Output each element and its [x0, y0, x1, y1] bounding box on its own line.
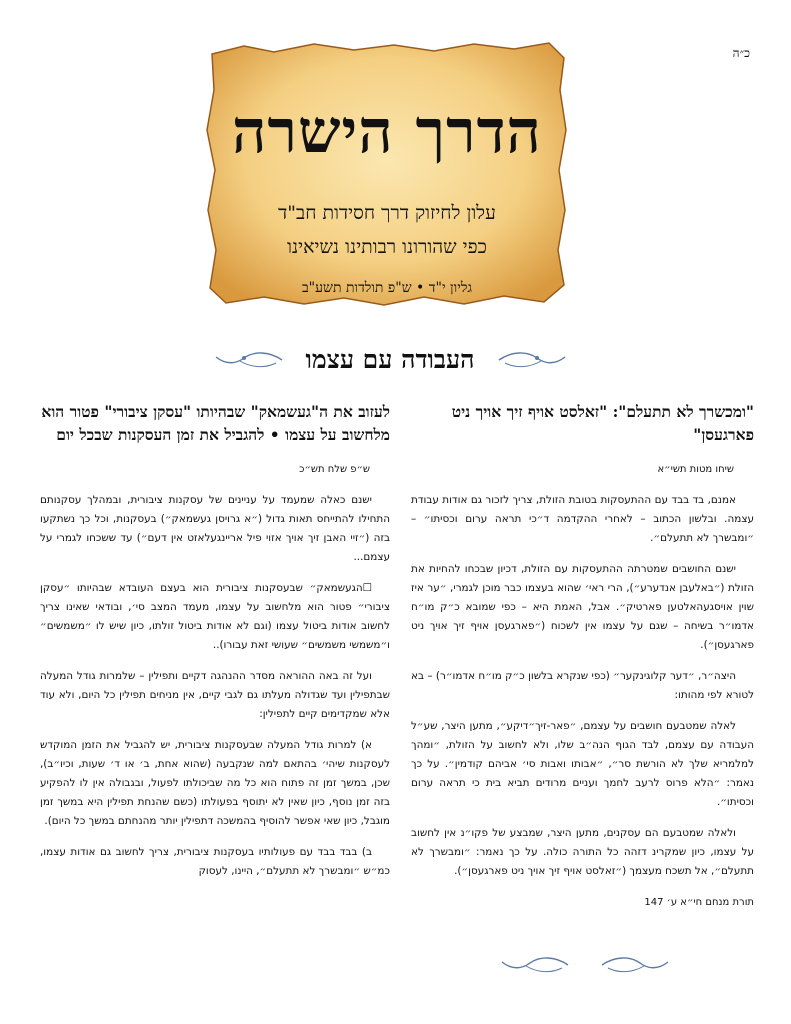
flourish-ornament-right-icon	[497, 349, 567, 371]
section-title: העבודה עם עצמו	[305, 345, 475, 374]
paragraph: לאלה שמטבעם חושבים על עצמם, ״פאר-זיך״דיקע״, מתען היצר, שע״ל העבודה עם עצמם, לבד הגוף הנה״ב שלו, ולא לחשוב על הזולת, ״ומהך למלמריא שלך לא הורשת סר״, ״אבותו ואבות סי׳ אביהם קודמין״. על כך נאמר: ״הלא פרוס לרעב לחמך ועניים מרודים תביא בית כי תראה ערום וכסיתו״.	[411, 720, 754, 808]
paragraph: א) למרות גודל המעלה שבעסקנות ציבורית, יש להגביל את הזמן המוקדש לעסקנות שיהי׳ בהתאם למה שנקבעה (שהוא אחת, ב׳ או ד׳ שעות, וכיו״ב), שכן, במשך זמן זה פתוח הוא כל מה שביכולתו לפעול, ובגבולה אין לו להפקיע בזה זמן נוסף, כיון שאין לא יתוסף בפעולתו (כשם שהנחת תפילין היא במשך זמן מוגבל, כיון שאי אפשר להוסיף בהמשכה דתפילין יותר מהנחתם במשך כל היום).	[40, 739, 390, 827]
article-citation: תורת מנחם חי״א ע׳ 147	[644, 897, 754, 908]
masthead-title: הדרך הישרה	[232, 97, 542, 167]
paragraph: היצה״ר, ״דער קלוגינקער״ (כפי שנקרא בלשון כ״ק מו״ח אדמו״ר) – בא לטורא לפי מהותו:	[411, 670, 754, 701]
paragraph: ב) בבד בבד עם פעולותיו בעסקנות ציבורית, צריך לחשוב גם אודות עצמו, כמ״ש ״ומבשרך לא תתעלם״, היינו, לעסוק	[40, 846, 390, 877]
masthead-subtitle-1: עלון לחיזוק דרך חסידות חב"ד	[278, 202, 496, 224]
flourish-ornament-left-icon	[214, 349, 284, 371]
article-source: שיחו מטות תשי״א	[657, 464, 734, 475]
paragraph: ועל זה באה ההוראה מסדר ההנהגה דקיים ותפילין – שלמרות גודל המעלה שבתפילין ועד שגדולה מעלתו גם לגבי קיים, אין מניחים תפילין כל היום, ולא עוד אלא שמקדימים קיים לתפילין:	[40, 670, 390, 720]
end-ornament	[500, 950, 670, 980]
section-heading	[170, 340, 610, 380]
masthead-subtitle-2: כפי שהורונו רבותינו נשיאינו	[287, 236, 487, 258]
flourish-ornament-icon	[600, 954, 670, 976]
paragraph: ישנם כאלה שמעמד על עניינים של עסקנות ציבורית, ובמהלך עסקנותם התחילו להתייחס תאות גדול (״א גרויסן געשמאק״) בעסקנות, וכל כך נשתקעו בזה (״זיי האבן זיך אויך אזוי פיל אריינגעלאזט אין דעם״) עד ששכחו לגמרי על עצמם...	[40, 494, 390, 563]
flourish-ornament-icon	[500, 954, 570, 976]
paragraph: ולאלה שמטבעם הם עסקנים, מתען היצר, שמבצע של פקו״נ אין לחשוב על עצמו, כיון שמקרינ דזהה כל התורה כולה. על כך נאמר: ״ומבשרך לא תתעלם״, אל תשכח מעצמך (״זאלסט אויף זיך אויך ניט פארגעסן״).	[411, 827, 754, 877]
article-source: ש״פ שלח תש״כ	[299, 464, 370, 475]
parchment-background	[204, 40, 570, 308]
issue-line: גליון י"ד • ש"פ תולדות תשע"ב	[301, 280, 473, 296]
article-column-left	[40, 400, 390, 893]
masthead-banner	[204, 40, 570, 308]
paragraph: אמנם, בד בבד עם ההתעסקות בטובת הזולת, צריך לזכור גם אודות עבודת עצמה. ובלשון הכתוב – לאחרי ההקדמה ד״כי תראה ערום וכסיתו״ – ״ומבשרך לא תתעלם״.	[411, 494, 754, 544]
article-column-right	[411, 400, 754, 924]
article-heading: "ומכשרך לא תתעלם": "זאלסט אויף זיך אויך ניט פארגעסן"	[451, 402, 754, 444]
page-number: כ״ה	[732, 46, 750, 60]
paragraph: ישנם החושבים שמטרתה ההתעסקות עם הזולת, דכיון שבכחו להחיות את הזולת (״באלעבן אנדערע״), הרי ראי׳ שהוא בעצמו כבר מוכן לגמרי, ״ער איז שוין אויסגעהאלטען פארטיק״. אבל, האמת היא – כפי שמובא כ״ק מו״ח אדמו״ר בשיחה – שגם על עצמו אין לשכוח (״פארגעסן אויף זיך אויך ניט פארגעסן״).	[411, 563, 754, 651]
article-heading: לעזוב את ה"געשמאק" שבהיותו "עסקן ציבורי" פטור הוא מלחשוב על עצמו • להגביל את זמן העסקנות שבכל יום	[41, 402, 390, 444]
paragraph: ☐הגעשמאק״ שבעסקנות ציבורית הוא בעצם העובדא שבהיותו ״עסקן ציבורי״ פטור הוא מלחשוב על עצמו, מעמד המצב סי׳, ובודאי שאינו צריך לחשוב אודות ביטול עצמו (וגם לא אודות ביטול זולתו, כיון שיש לו ״משמשים״ ו״משמשי משמשים״ שעושי זאת עבורו)..	[40, 582, 390, 651]
